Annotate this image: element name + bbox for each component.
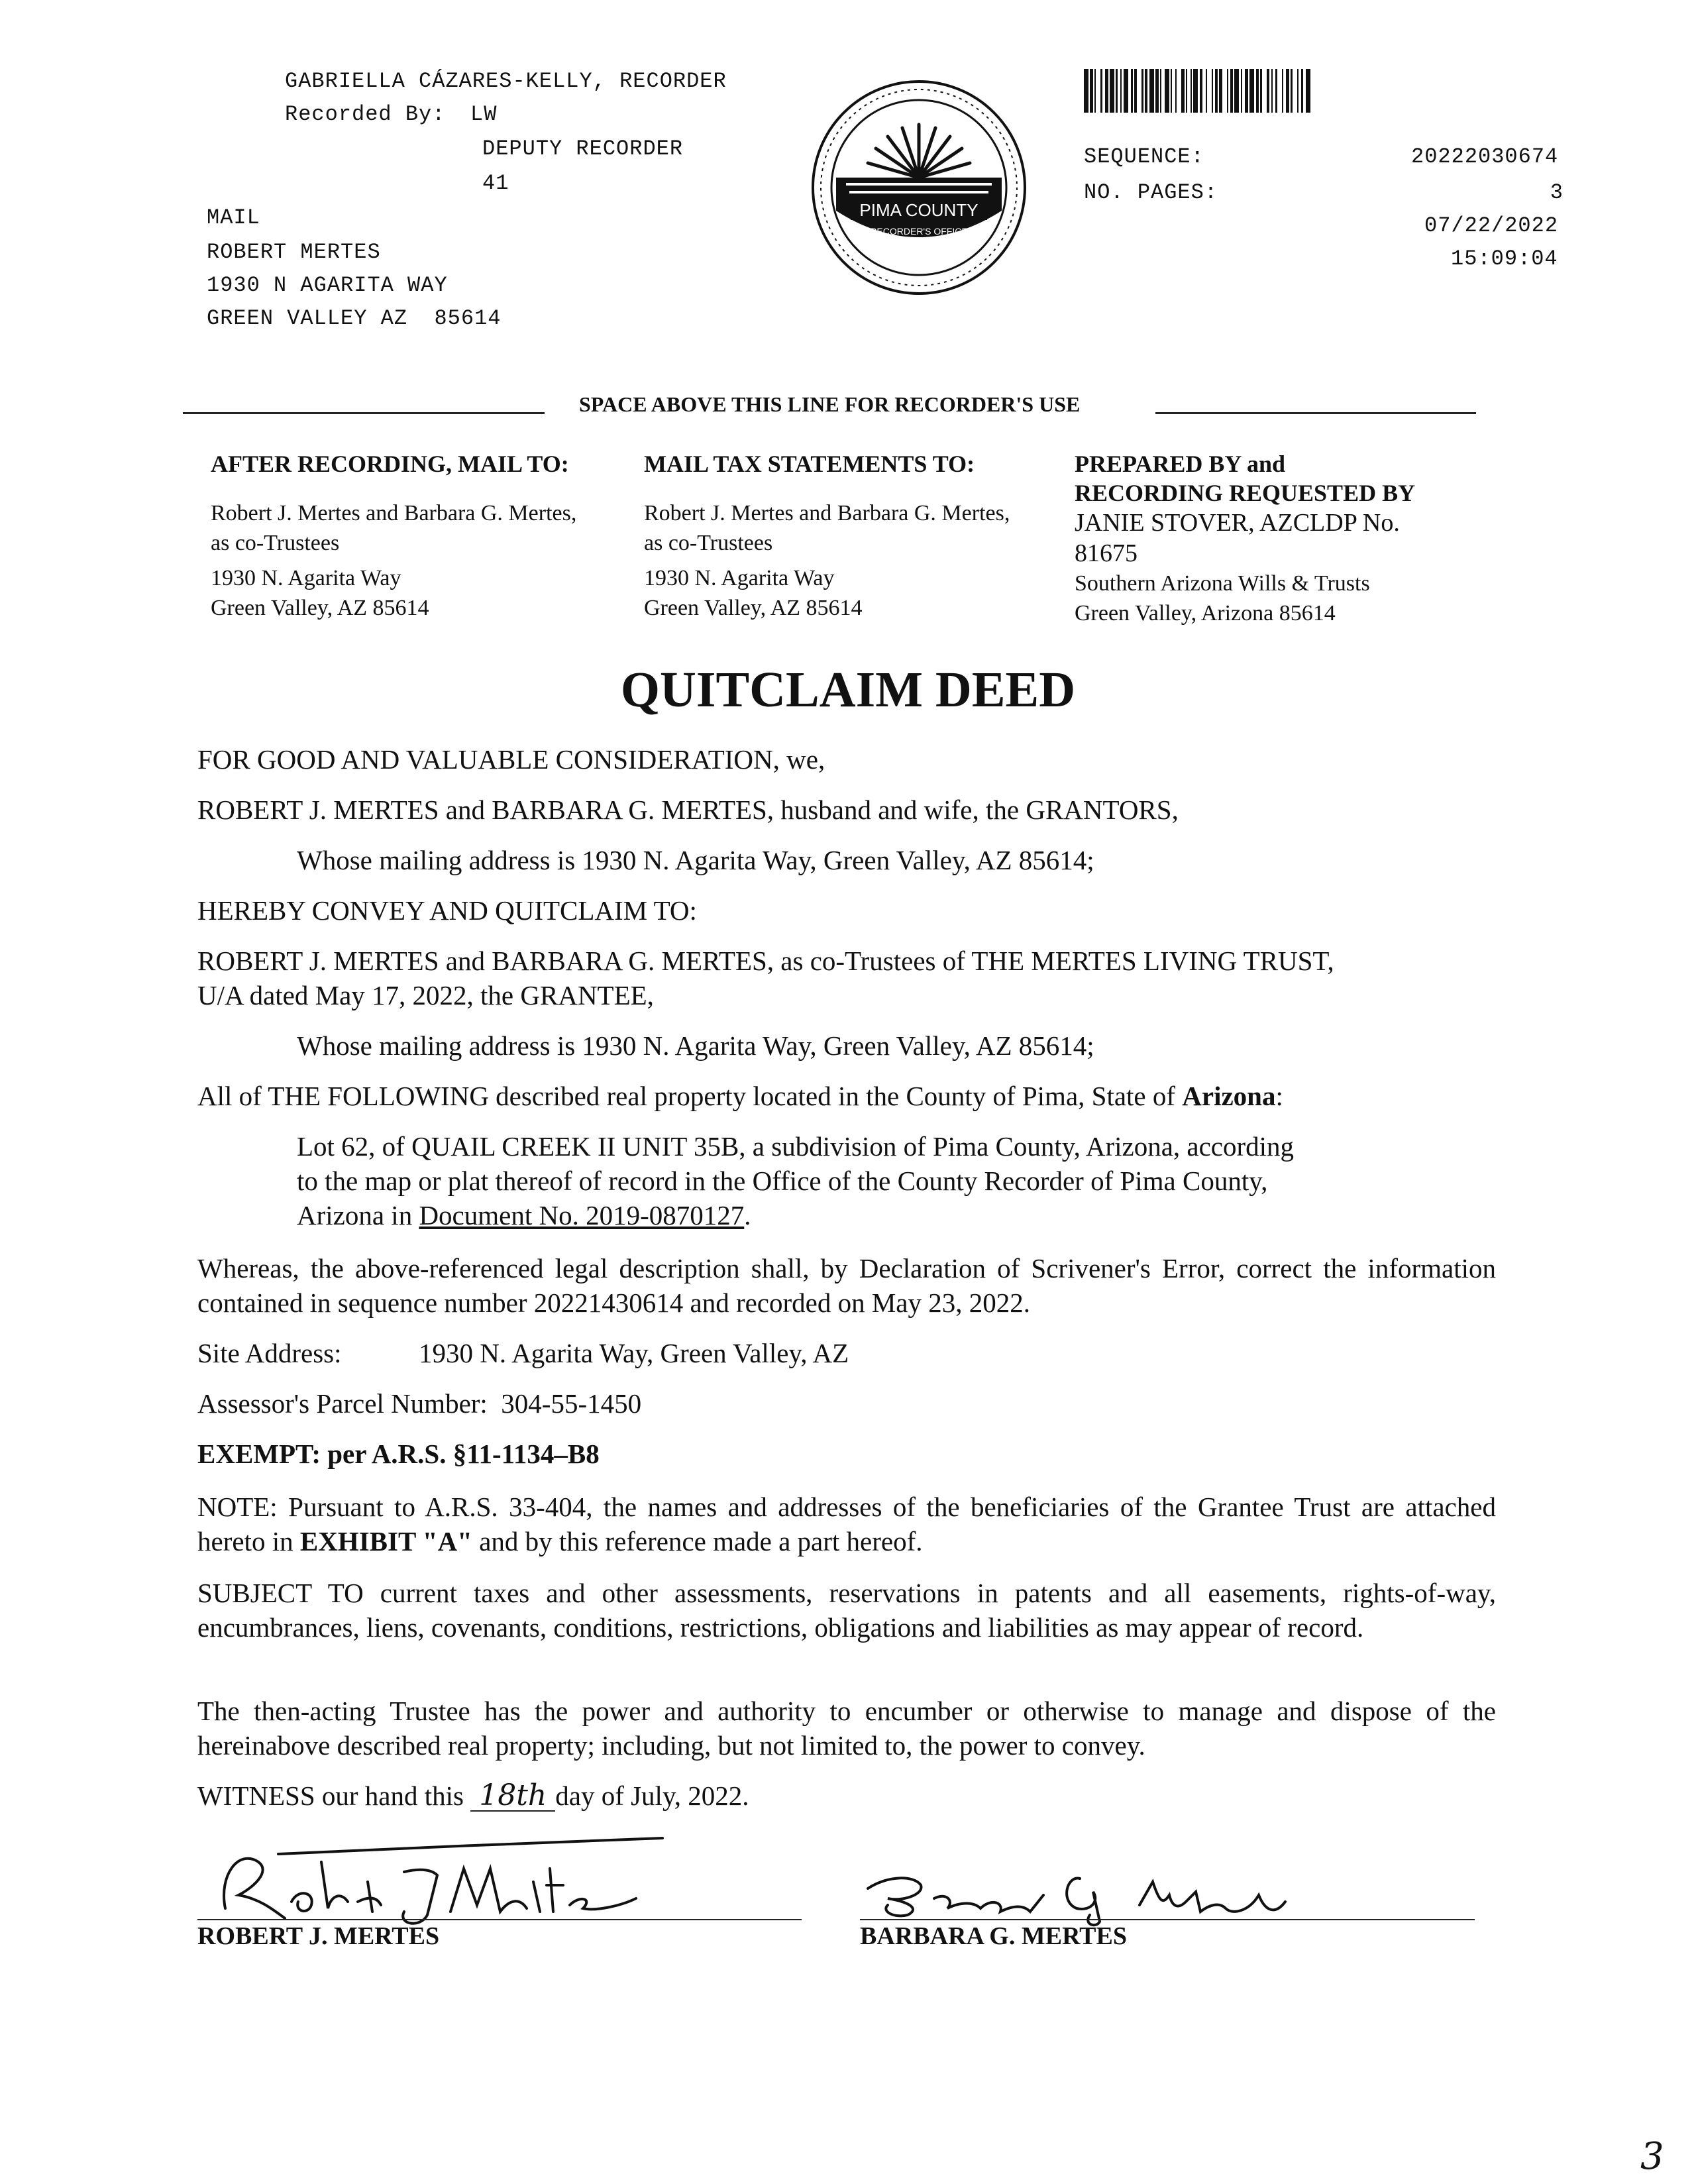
witness-line xyxy=(197,1780,749,1812)
recorder-rule-right xyxy=(1155,412,1476,414)
space-above-line-label: SPACE ABOVE THIS LINE FOR RECORDER'S USE xyxy=(579,392,1081,416)
grantee-line-1: ROBERT J. MERTES and BARBARA G. MERTES, as co-Trustees of THE MERTES LIVING TRUST, xyxy=(197,946,1334,976)
witness-day-handwritten: 18th xyxy=(470,1781,555,1812)
after-recording-line-1: Robert J. Mertes and Barbara G. Mertes, xyxy=(211,501,577,525)
after-recording-line-4: Green Valley, AZ 85614 xyxy=(211,596,429,620)
barcode xyxy=(1084,69,1532,113)
deputy-recorder: DEPUTY RECORDER xyxy=(482,136,684,161)
recorded-by-value: LW xyxy=(470,102,498,127)
site-address-value: 1930 N. Agarita Way, Green Valley, AZ xyxy=(419,1338,849,1368)
legal-description-line-1: Lot 62, of QUAIL CREEK II UNIT 35B, a subdivision of Pima County, Arizona, according xyxy=(297,1131,1295,1162)
note-text: NOTE: Pursuant to A.R.S. 33-404, the names and addresses of the beneficiaries of the Grantee Trust are attached hereto in xyxy=(197,1492,1496,1556)
note-text-end: and by this reference made a part hereof. xyxy=(472,1526,923,1556)
barbara-signature xyxy=(861,1855,1338,1928)
preparer-name: JANIE STOVER, AZCLDP No. xyxy=(1075,509,1400,537)
barcode-bar xyxy=(1277,69,1282,113)
parcel-number: Assessor's Parcel Number: 304-55-1450 xyxy=(197,1388,642,1419)
trustee-paragraph: The then-acting Trustee has the power and authority to encumber or otherwise to manage and dispose of the hereinabove described real property; including, but not limited to, the power to convey. xyxy=(197,1696,1496,1761)
barcode-bar xyxy=(1207,69,1212,113)
property-state: Arizona xyxy=(1182,1081,1276,1111)
signature-line-right xyxy=(860,1919,1475,1920)
barcode-bar xyxy=(1110,69,1114,113)
legal-period: . xyxy=(744,1200,751,1230)
prepared-by-heading-2: RECORDING REQUESTED BY xyxy=(1075,480,1416,506)
tax-statements-line-4: Green Valley, AZ 85614 xyxy=(644,596,863,620)
barcode-bar xyxy=(1293,69,1297,113)
mail-line-2: 1930 N AGARITA WAY xyxy=(207,273,448,298)
property-paragraph xyxy=(197,1079,1496,1113)
recorder-name: GABRIELLA CÁZARES-KELLY, RECORDER xyxy=(285,69,727,93)
grantors-paragraph: ROBERT J. MERTES and BARBARA G. MERTES, husband and wife, the GRANTORS, xyxy=(197,794,1179,825)
record-date: 07/22/2022 xyxy=(1424,213,1559,238)
grantee-line-2: U/A dated May 17, 2022, the GRANTEE, xyxy=(197,980,654,1010)
whereas-paragraph: Whereas, the above-referenced legal description shall, by Declaration of Scrivener's Error, correct the information contained in sequence number 20221430614 and recorded on May 23, 2022. xyxy=(197,1253,1496,1318)
witness-text-end: day of July, 2022. xyxy=(555,1780,749,1811)
legal-description-line-3 xyxy=(297,1198,1423,1232)
legal-prefix: Arizona in xyxy=(297,1200,419,1230)
site-address-label: Site Address: xyxy=(197,1338,342,1368)
barcode-bar xyxy=(1096,69,1100,113)
sequence-label: SEQUENCE: xyxy=(1084,144,1204,169)
barbara-name: BARBARA G. MERTES xyxy=(860,1922,1128,1950)
document-title: QUITCLAIM DEED xyxy=(620,662,1076,718)
recorded-by-label: Recorded By: xyxy=(285,102,446,127)
note-paragraph xyxy=(197,1490,1496,1558)
preparer-line-1: Southern Arizona Wills & Trusts xyxy=(1075,571,1370,596)
after-recording-line-3: 1930 N. Agarita Way xyxy=(211,566,401,590)
signature-line-left xyxy=(197,1919,802,1920)
barcode-bar xyxy=(1262,69,1267,113)
tax-statements-line-3: 1930 N. Agarita Way xyxy=(644,566,835,590)
legal-description-line-2: to the map or plat thereof of record in the Office of the County Recorder of Pima County, xyxy=(297,1166,1268,1196)
grantor-address: Whose mailing address is 1930 N. Agarita Way, Green Valley, AZ 85614; xyxy=(297,845,1094,875)
barcode-bar xyxy=(1234,69,1239,113)
pages-label: NO. PAGES: xyxy=(1084,180,1218,205)
record-time: 15:09:04 xyxy=(1451,246,1558,271)
prepared-by-block xyxy=(1075,449,1479,628)
exempt-statement: EXEMPT: per A.R.S. §11-1134–B8 xyxy=(197,1439,600,1469)
document-number: Document No. 2019-0870127 xyxy=(419,1200,745,1230)
seal-line-2: RECORDER'S OFFICE xyxy=(870,226,968,237)
property-colon: : xyxy=(1275,1081,1283,1111)
barcode-bar xyxy=(1177,69,1181,113)
barcode-bar xyxy=(1306,69,1310,113)
barcode-bar xyxy=(1149,69,1154,113)
barcode-bar xyxy=(1124,69,1128,113)
after-recording-heading: AFTER RECORDING, MAIL TO: xyxy=(211,451,569,477)
convey-paragraph: HEREBY CONVEY AND QUITCLAIM TO: xyxy=(197,895,697,926)
barcode-bar xyxy=(1310,69,1312,113)
mail-label: MAIL xyxy=(207,205,260,230)
witness-text: WITNESS our hand this xyxy=(197,1780,471,1811)
exhibit-reference: EXHIBIT "A" xyxy=(299,1526,472,1556)
sequence-value: 20222030674 xyxy=(1411,144,1559,169)
preparer-line-2: Green Valley, Arizona 85614 xyxy=(1075,601,1336,626)
tax-statements-heading: MAIL TAX STATEMENTS TO: xyxy=(644,451,975,477)
preparer-number: 81675 xyxy=(1075,539,1138,567)
page-number-handwritten: 3 xyxy=(1640,2135,1664,2178)
tax-statements-line-1: Robert J. Mertes and Barbara G. Mertes, xyxy=(644,501,1010,525)
barcode-bar xyxy=(1193,69,1198,113)
prepared-by-heading-1: PREPARED BY and xyxy=(1075,451,1286,477)
barcode-bar xyxy=(1165,69,1169,113)
tax-statements-line-2: as co-Trustees xyxy=(644,531,773,555)
recorder-rule-left xyxy=(183,412,545,414)
barcode-bar xyxy=(1249,69,1254,113)
grantee-address: Whose mailing address is 1930 N. Agarita Way, Green Valley, AZ 85614; xyxy=(297,1030,1094,1061)
seal-line-1: PIMA COUNTY xyxy=(859,200,979,220)
barcode-bar xyxy=(1137,69,1141,113)
deputy-number: 41 xyxy=(482,171,509,195)
tax-statements-block xyxy=(644,449,1068,623)
barcode-bar xyxy=(1222,69,1227,113)
property-text: All of THE FOLLOWING described real property located in the County of Pima, State of xyxy=(197,1081,1183,1111)
subject-to-paragraph: SUBJECT TO current taxes and other assessments, reservations in patents and all easements, rights-of-way, encumbrances, liens, covenants, conditions, restrictions, obligations and liabilities as may appear of record. xyxy=(197,1578,1496,1643)
mail-line-1: ROBERT MERTES xyxy=(207,240,381,264)
consideration-paragraph: FOR GOOD AND VALUABLE CONSIDERATION, we, xyxy=(197,744,825,775)
robert-name: ROBERT J. MERTES xyxy=(197,1922,440,1950)
after-recording-line-2: as co-Trustees xyxy=(211,531,340,555)
mail-line-3: GREEN VALLEY AZ 85614 xyxy=(207,306,502,331)
pima-county-seal xyxy=(810,78,1028,297)
after-recording-block xyxy=(211,449,635,623)
pages-value: 3 xyxy=(1550,180,1564,205)
barcode-bar xyxy=(1084,69,1088,113)
